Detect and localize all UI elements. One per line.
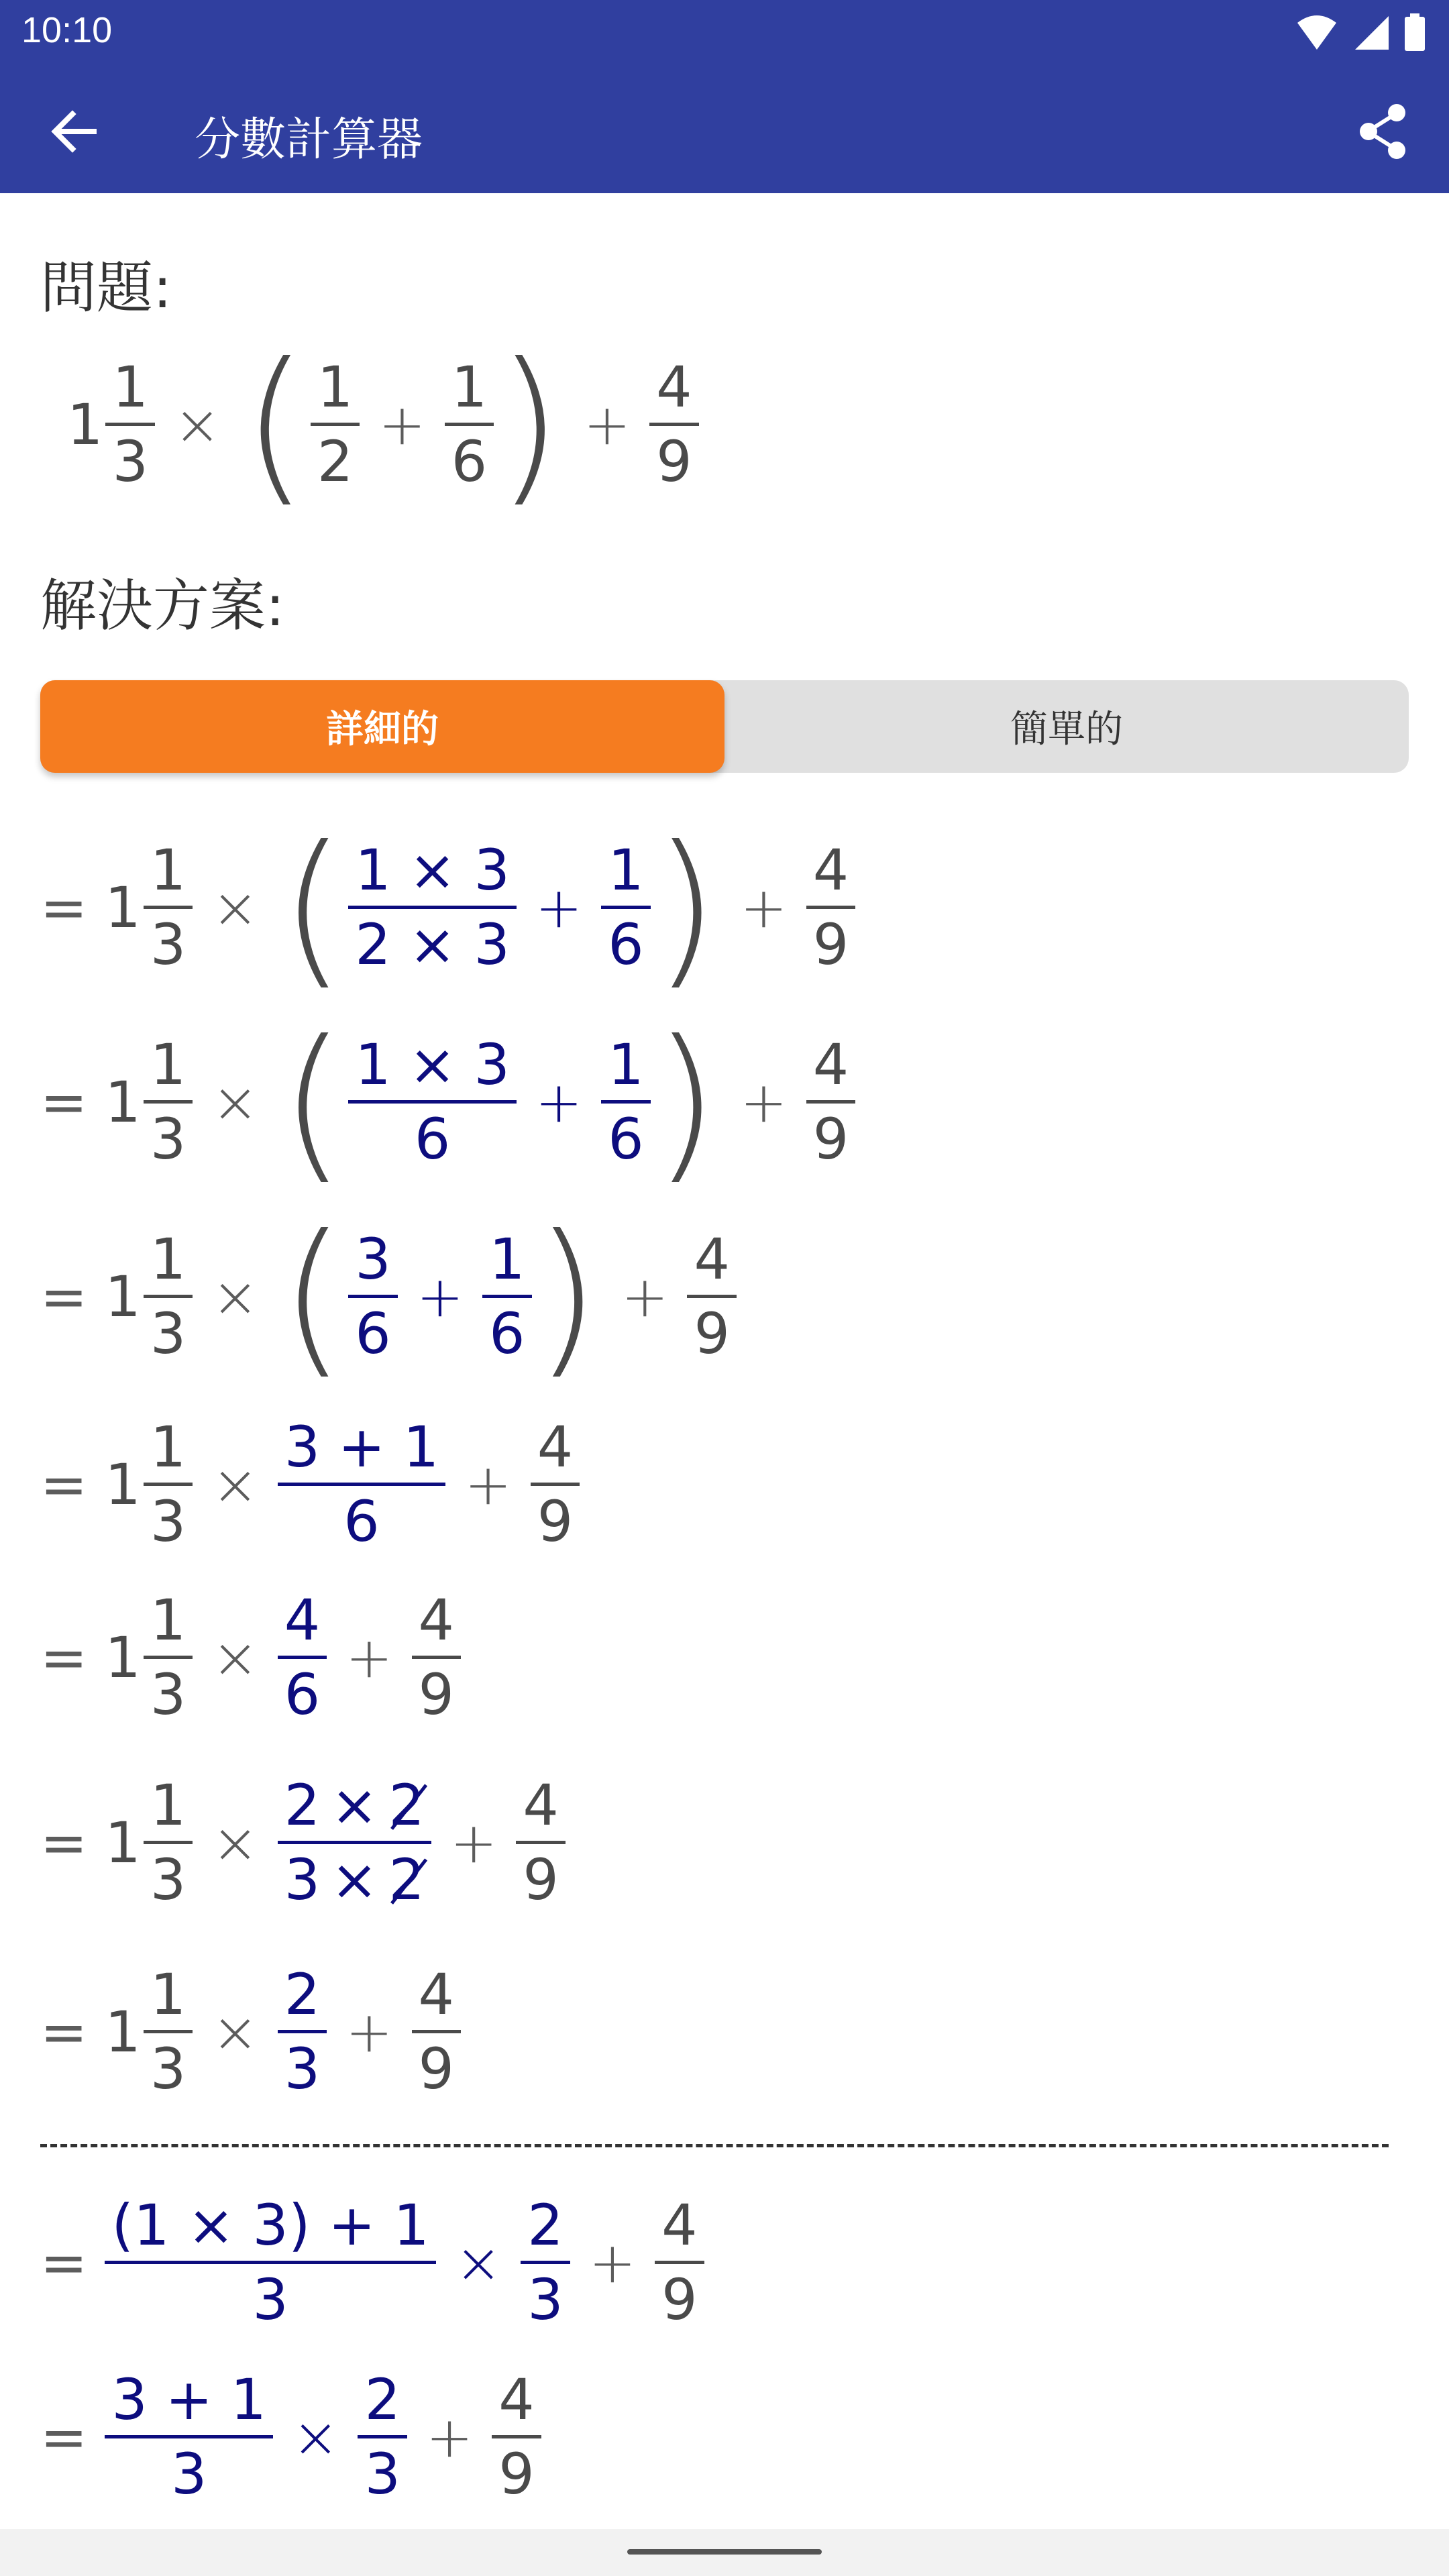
fraction-bar [806,1100,855,1104]
times-operator: × [331,1772,378,1838]
times-operator: × [292,2404,339,2470]
numerator: 1 [451,354,488,420]
solution-step [40,1589,461,1726]
denominator: 3 [150,912,186,977]
numerator: 1 [150,1587,186,1653]
fraction-bar [144,2030,193,2033]
denominator: 6 [451,429,488,494]
equals-sign: = [40,1624,88,1690]
denominator: 6 [608,1106,644,1172]
left-paren: ( [280,1199,346,1394]
fraction [348,839,517,976]
fraction [278,1415,446,1553]
right-paren: ) [653,1004,719,1199]
numerator: 1 [317,354,354,420]
solution-step [40,1199,737,1394]
denominator: 6 [343,1489,380,1555]
denominator: 3 [112,429,148,494]
fraction [601,839,650,976]
denominator: 9 [812,912,849,977]
denominator: 3 [364,2441,400,2508]
numerator: 1 [112,354,148,420]
numerator: 1 [150,1962,186,2027]
numerator: 1 [150,1414,186,1480]
denominator: 3 [150,1489,186,1555]
numerator-factor: 2 [284,1772,321,1838]
plus-operator: + [740,874,788,941]
fraction [687,1228,736,1365]
plus-operator: + [583,391,631,458]
fraction [806,839,855,976]
mixed-whole: 1 [105,1624,141,1690]
numerator: 4 [537,1414,574,1480]
problem-expression [67,327,699,522]
mixed-whole: 1 [105,874,141,941]
left-paren: ( [280,810,346,1005]
mixed-whole: 1 [105,1451,141,1517]
right-paren: ) [534,1199,600,1394]
home-gesture-handle[interactable] [627,2549,822,2555]
fraction [144,1415,193,1553]
fraction [358,2368,407,2506]
fraction [348,1033,517,1171]
numerator: 1 [608,1031,644,1097]
times-operator: × [211,1069,259,1135]
navigation-bar [0,2529,1449,2576]
numerator: 1 [608,837,644,903]
times-operator: × [211,1451,259,1517]
fraction-bar [358,2435,407,2438]
denominator: 3 [150,1301,186,1366]
denominator: 6 [355,1301,391,1366]
numerator: 4 [418,1962,454,2027]
solution-label: 解決方案: [40,573,285,639]
denominator: 6 [284,1662,321,1728]
right-paren: ) [653,810,719,1005]
fraction [531,1415,580,1553]
times-operator: × [454,2229,502,2296]
denominator: 9 [418,2036,454,2102]
denominator: 9 [523,1847,559,1913]
denominator: 3 [150,1662,186,1728]
numerator: 4 [694,1226,730,1292]
numerator [278,1774,431,1837]
fraction [278,1963,327,2100]
status-time: 10:10 [21,10,113,50]
times-operator: × [211,1624,259,1690]
fraction [144,839,193,976]
plus-operator: + [588,2229,637,2296]
wifi-icon [1296,13,1338,51]
denominator: 3 [171,2441,207,2508]
app-bar [0,64,1449,193]
fraction [516,1774,565,1911]
numerator: 3 + 1 [111,2367,267,2432]
solution-mode-toggle [40,680,1409,773]
fraction-bar [144,1656,193,1659]
numerator: 1 [489,1226,525,1292]
fraction-bar [278,1483,446,1486]
battery-icon [1405,13,1425,51]
fraction-bar [531,1483,580,1486]
numerator: 1 [150,1031,186,1097]
denominator: 9 [418,1662,454,1728]
status-bar [0,0,1449,64]
numerator: 1 [150,1772,186,1838]
cancel-fraction [278,1774,431,1911]
fraction-bar [601,1100,650,1104]
denominator: 6 [414,1106,451,1172]
solution-step [40,1415,580,1553]
fraction-bar [105,2435,273,2438]
numerator: 3 + 1 [284,1414,439,1480]
fraction-bar [311,423,360,426]
app-title: 分數計算器 [195,113,423,166]
solution-step [40,2194,704,2331]
numerator: 4 [418,1587,454,1653]
fraction [348,1228,397,1365]
fraction [144,1228,193,1365]
solution-step [40,1963,461,2100]
numerator: 2 [284,1962,321,2027]
fraction-bar [278,1656,327,1659]
plus-operator: + [425,2404,474,2470]
denominator: 2 [317,429,354,494]
back-button[interactable] [42,99,106,164]
fraction-bar [278,1841,431,1844]
status-icons [1296,13,1425,51]
fraction-bar [348,1295,397,1298]
denominator: 6 [489,1301,525,1366]
numerator: 2 [527,2192,564,2258]
equals-sign: = [40,2404,88,2470]
detailed-tab[interactable]: 詳細的 [40,680,724,773]
numerator: 3 [355,1226,391,1292]
denominator: 3 [252,2267,288,2333]
times-operator: × [211,1809,259,1876]
numerator: 4 [284,1587,321,1653]
fraction-bar [492,2435,541,2438]
right-paren: ) [496,327,562,522]
fraction-bar [601,906,650,909]
denominator: 9 [656,429,692,494]
equals-sign: = [40,1069,88,1135]
numerator: 1 [150,1226,186,1292]
plus-operator: + [345,1998,393,2065]
numerator: 4 [498,2367,535,2432]
denominator: 3 [284,2036,321,2102]
fraction [492,2368,541,2506]
fraction-bar [348,906,517,909]
equals-sign: = [40,1809,88,1876]
denominator: 6 [608,912,644,977]
times-operator: × [331,1847,378,1913]
fraction-bar [649,423,698,426]
cancelled-factor: 2 [388,1847,425,1913]
left-paren: ( [242,327,308,522]
problem-whole: 1 [67,391,103,458]
denominator [278,1848,431,1911]
numerator: 4 [812,837,849,903]
fraction [144,1774,193,1911]
mixed-whole: 1 [105,1069,141,1135]
denominator: 9 [498,2441,535,2508]
mixed-whole: 1 [105,1809,141,1876]
fraction [412,1589,461,1726]
fraction [144,1033,193,1171]
plus-operator: + [740,1069,788,1135]
denominator: 3 [527,2267,564,2333]
fraction-bar [445,423,494,426]
solution-step [40,1004,855,1199]
fraction-bar [278,2030,327,2033]
times-operator: × [211,1263,259,1330]
fraction-bar [105,2261,435,2264]
fraction [521,2194,570,2331]
fraction-bar [482,1295,531,1298]
numerator: 4 [523,1772,559,1838]
plus-operator: + [449,1809,498,1876]
solution-step [40,2368,541,2506]
fraction-bar [412,2030,461,2033]
plus-operator: + [416,1263,464,1330]
numerator: (1 × 3) + 1 [111,2192,429,2258]
fraction-bar [412,1656,461,1659]
problem-label: 問題: [40,255,172,321]
numerator: 4 [656,354,692,420]
fraction [144,1963,193,2100]
fraction-bar [144,1841,193,1844]
denominator: 9 [537,1489,574,1555]
fraction-bar [144,1100,193,1104]
numerator: 4 [812,1031,849,1097]
numerator: 1 [150,837,186,903]
denominator: 9 [812,1106,849,1172]
solution-step [40,1774,566,1911]
times-operator: × [211,1998,259,2065]
equals-sign: = [40,874,88,941]
fraction [412,1963,461,2100]
signal-icon [1352,13,1390,51]
denominator: 2 × 3 [355,912,510,977]
fraction [278,1589,327,1726]
fraction [655,2194,704,2331]
denominator-factor: 3 [284,1847,321,1913]
plus-operator: + [535,1069,583,1135]
step-separator [40,2144,1389,2147]
denominator: 9 [661,2267,698,2333]
fraction-bar [516,1841,565,1844]
denominator: 9 [694,1301,730,1366]
fraction-bar [521,2261,570,2264]
left-paren: ( [280,1004,346,1199]
fraction-bar [105,423,154,426]
mixed-whole: 1 [105,1998,141,2065]
arrow-left-icon [42,99,106,164]
fraction-bar [806,906,855,909]
problem-fraction [445,356,494,493]
mixed-whole: 1 [105,1263,141,1330]
share-button[interactable] [1351,99,1415,164]
plus-operator: + [535,874,583,941]
simple-tab[interactable]: 簡單的 [1010,708,1123,751]
solution-step [40,810,855,1005]
numerator: 1 × 3 [355,1031,510,1097]
fraction [105,2194,435,2331]
equals-sign: = [40,2229,88,2296]
equals-sign: = [40,1451,88,1517]
plus-operator: + [378,391,426,458]
numerator: 4 [661,2192,698,2258]
plus-operator: + [464,1451,512,1517]
denominator: 3 [150,1106,186,1172]
fraction [144,1589,193,1726]
fraction [482,1228,531,1365]
equals-sign: = [40,1263,88,1330]
problem-fraction [105,356,154,493]
share-icon [1351,99,1415,164]
problem-fraction [649,356,698,493]
numerator: 1 × 3 [355,837,510,903]
numerator: 2 [364,2367,400,2432]
times-operator: × [173,391,221,458]
cancelled-factor: 2 [388,1772,425,1838]
fraction-bar [144,1483,193,1486]
times-operator: × [211,874,259,941]
problem-fraction [311,356,360,493]
fraction-bar [348,1100,517,1104]
plus-operator: + [621,1263,669,1330]
denominator: 3 [150,2036,186,2102]
fraction [806,1033,855,1171]
fraction-bar [144,906,193,909]
fraction-bar [655,2261,704,2264]
fraction [105,2368,273,2506]
fraction-bar [687,1295,736,1298]
plus-operator: + [345,1624,393,1690]
fraction [601,1033,650,1171]
fraction-bar [144,1295,193,1298]
denominator: 3 [150,1847,186,1913]
equals-sign: = [40,1998,88,2065]
